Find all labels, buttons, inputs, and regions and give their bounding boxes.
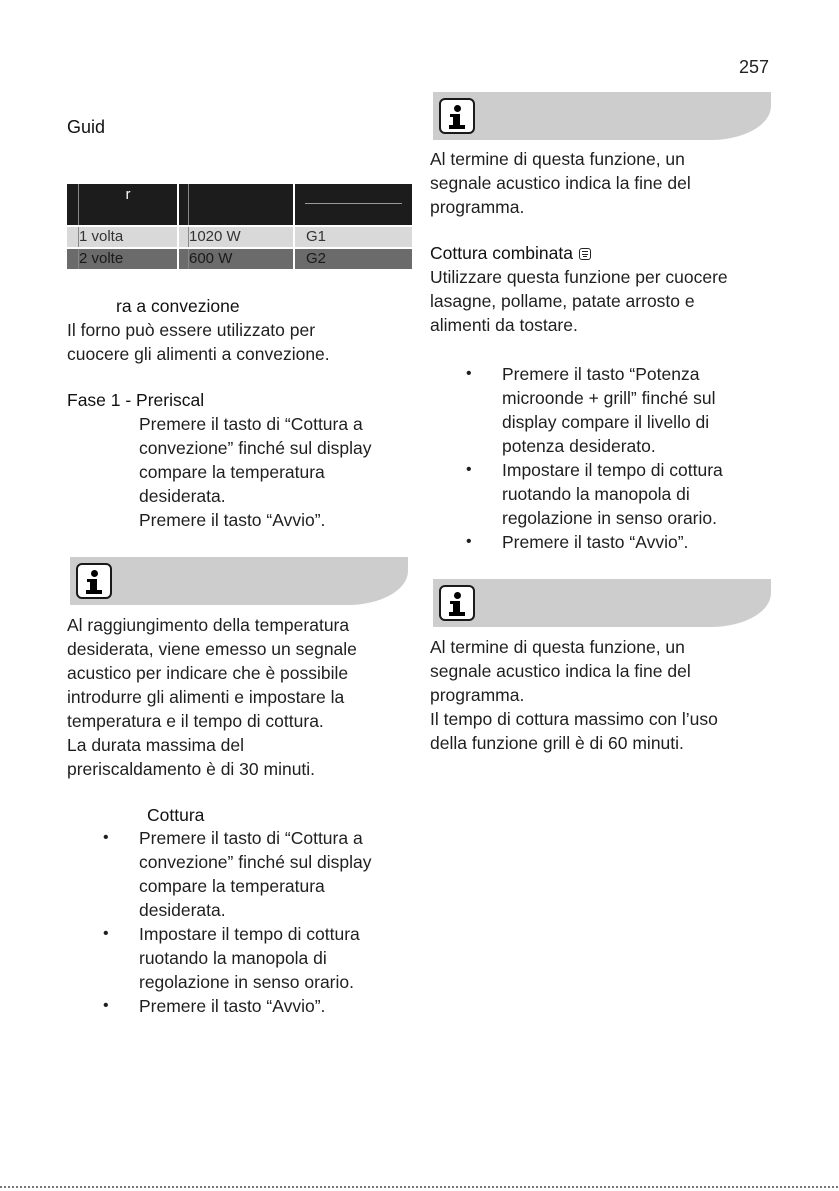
table-cell: G2 [306, 250, 327, 267]
text-line: Utilizzare questa funzione per cuocere [430, 267, 728, 287]
header-cell [179, 184, 295, 225]
banner-bar [433, 92, 771, 140]
text-line: • Premere il tasto “Avvio”. [139, 996, 326, 1016]
info-icon [439, 98, 475, 134]
text-line: • Premere il tasto “Avvio”. [502, 532, 689, 552]
table-header [67, 184, 412, 225]
text-line: desiderata, viene emesso un segnale [67, 639, 357, 659]
text-line: • Impostare il tempo di cottura [502, 460, 723, 480]
text-line: Il tempo di cottura massimo con l’uso [430, 709, 718, 729]
text-line: potenza desiderato. [502, 436, 656, 456]
combi-intro [430, 265, 728, 337]
text-line: desiderata. [139, 486, 226, 506]
text-line: convezione” finché sul display [139, 852, 372, 872]
list-item [103, 826, 372, 922]
text-line: compare la temperatura [139, 876, 325, 896]
combi-heading-text: Cottura combinata [430, 243, 573, 263]
convection-intro [67, 318, 330, 366]
text-line: Al termine di questa funzione, un [430, 637, 685, 657]
combination-cooking-icon [579, 248, 591, 260]
text-line: compare la temperatura [139, 462, 325, 482]
header-cell: r [67, 184, 179, 225]
text-line: introdurre gli alimenti e impostare la [67, 687, 345, 707]
table-cell: 1020 W [179, 227, 295, 247]
grill-table [67, 184, 412, 269]
phase1-steps [139, 412, 372, 532]
info-banner [70, 557, 408, 605]
list-item [466, 458, 723, 530]
text-line: Premere il tasto di “Cottura a [139, 414, 363, 434]
table-cell: G1 [306, 228, 327, 245]
text-line: convezione” finché sul display [139, 438, 372, 458]
convection-heading: ra a convezione [116, 296, 240, 316]
text-line: Il forno può essere utilizzato per [67, 320, 316, 340]
text-line: display compare il livello di [502, 412, 710, 432]
text-line: segnale acustico indica la fine del [430, 173, 691, 193]
text-line: ruotando la manopola di [502, 484, 690, 504]
list-item [103, 922, 372, 994]
text-line: cuocere gli alimenti a convezione. [67, 344, 330, 364]
text-line: preriscaldamento è di 30 minuti. [67, 759, 316, 779]
text-line: segnale acustico indica la fine del [430, 661, 691, 681]
info-note [67, 613, 357, 781]
table-cell: 2 volte [67, 249, 179, 269]
text-line: • Impostare il tempo di cottura [139, 924, 360, 944]
text-line: programma. [430, 197, 525, 217]
info-banner [433, 579, 771, 627]
combi-heading [430, 241, 591, 265]
text-line: della funzione grill è di 60 minuti. [430, 733, 684, 753]
text-line: temperatura e il tempo di cottura. [67, 711, 324, 731]
cooking-heading: Cottura [147, 805, 205, 825]
text-line: La durata massima del [67, 735, 245, 755]
text-line: Al raggiungimento della temperatura [67, 615, 350, 635]
text-line: ruotando la manopola di [139, 948, 327, 968]
page-number: 257 [738, 57, 769, 77]
text-line: programma. [430, 685, 525, 705]
text-line: regolazione in senso orario. [502, 508, 717, 528]
phase1-heading: Fase 1 - Preriscal [67, 390, 205, 410]
info-note [430, 635, 718, 755]
text-line: Al termine di questa funzione, un [430, 149, 685, 169]
guide-title: Guid [67, 117, 106, 137]
banner-bar [433, 579, 771, 627]
info-note [430, 147, 691, 219]
text-line: desiderata. [139, 900, 226, 920]
info-icon [439, 585, 475, 621]
text-line: regolazione in senso orario. [139, 972, 354, 992]
step [139, 508, 372, 532]
list-item [103, 994, 372, 1018]
table-cell: 600 W [179, 249, 295, 269]
text-line: lasagne, pollame, patate arrosto e [430, 291, 695, 311]
step [139, 412, 372, 508]
combi-steps [466, 362, 723, 554]
text-line: microonde + grill” finché sul [502, 388, 716, 408]
table-row [67, 249, 412, 269]
page-bottom-border [0, 1186, 839, 1188]
text-line: • Premere il tasto “Potenza [502, 364, 700, 384]
info-banner [433, 92, 771, 140]
list-item [466, 362, 723, 458]
text-line: • Premere il tasto di “Cottura a [139, 828, 363, 848]
cooking-steps [103, 826, 372, 1018]
list-item [466, 530, 723, 554]
text-line: alimenti da tostare. [430, 315, 578, 335]
header-cell [295, 184, 412, 225]
table-row [67, 227, 412, 247]
info-icon [76, 563, 112, 599]
text-line: acustico per indicare che è possibile [67, 663, 349, 683]
table-cell: 1 volta [67, 227, 179, 247]
banner-bar [70, 557, 408, 605]
text-line: Premere il tasto “Avvio”. [139, 510, 326, 530]
